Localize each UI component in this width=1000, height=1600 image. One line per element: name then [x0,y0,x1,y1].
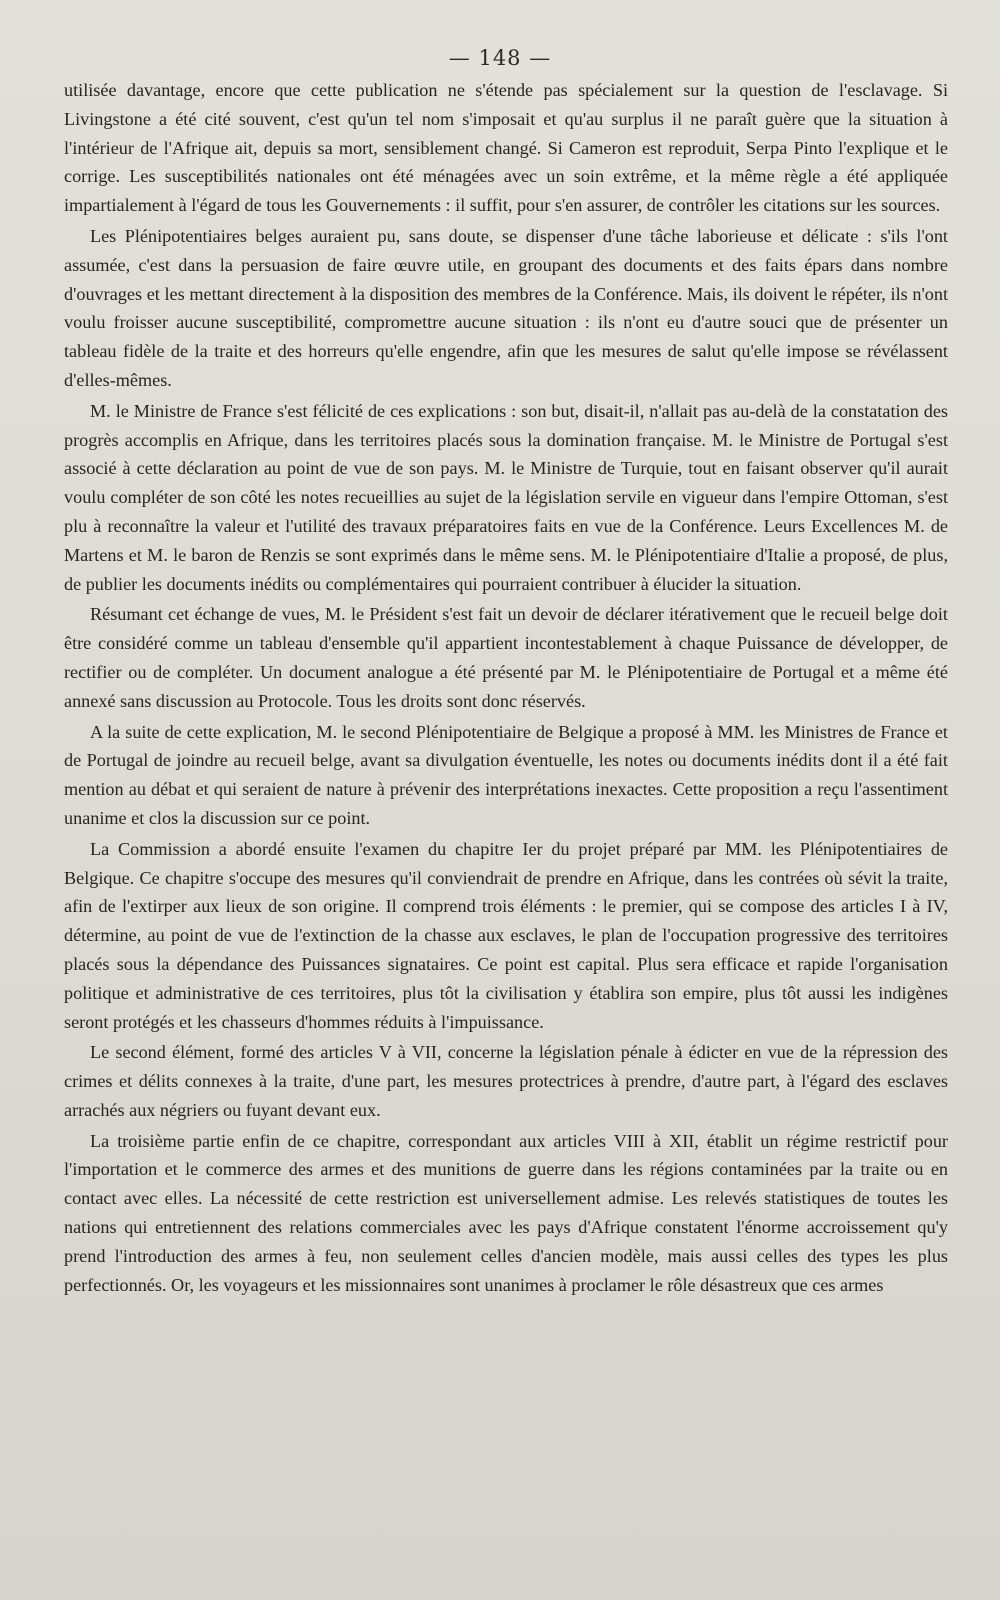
page-number: — 148 — [448,46,552,70]
body-text [64,76,948,1299]
paragraph-3: M. le Ministre de France s'est félicité de ces explications : son but, disait-il, n'allait pas au-delà de la constatation des progrès accomplis en Afrique, dans les territoires placés sous la domination française. M. le Ministre de Portugal s'est associé à cette déclaration au point de vue de son pays. M. le Ministre de Turquie, tout en faisant observer qu'il aurait voulu compléter de son côté les notes recueillies au sujet de la législation servile en vigueur dans l'empire Ottoman, s'est plu à reconnaître la valeur et l'utilité des travaux préparatoires faits en vue de la Conférence. Leurs Excellences M. de Martens et M. le baron de Renzis se sont exprimés dans le même sens. M. le Plénipotentiaire d'Italie a proposé, de plus, de publier les documents inédits ou complémentaires qui pourraient contribuer à élucider la situation. [64,400,948,594]
paragraph-8: La troisième partie enfin de ce chapitre, correspondant aux articles VIII à XII, établit un régime restrictif pour l'importation et le commerce des armes et des munitions de guerre dans les régions contaminées par la traite ou en contact avec elles. La nécessité de cette restriction est universellement admise. Les relevés statistiques de toutes les nations qui entretiennent des relations commerciales avec les pays d'Afrique constatent l'énorme accroissement qu'y prend l'introduction des armes à feu, non seulement celles d'ancien modèle, mais aussi celles des types les plus perfectionnés. Or, les voyageurs et les missionnaires sont unanimes à proclamer le rôle désastreux que ces armes [64,1130,948,1295]
paragraph-5: A la suite de cette explication, M. le second Plénipotentiaire de Belgique a proposé à MM. les Ministres de France et de Portugal de joindre au recueil belge, avant sa divulgation éventuelle, les notes ou documents inédits dont il a été fait mention au débat et qui seraient de nature à prévenir des interprétations inexactes. Cette proposition a reçu l'assentiment unanime et clos la discussion sur ce point. [64,721,948,828]
paragraph-2: Les Plénipotentiaires belges auraient pu, sans doute, se dispenser d'une tâche laborieuse et délicate : s'ils l'ont assumée, c'est dans la persuasion de faire œuvre utile, en groupant des documents et des faits épars dans nombre d'ouvrages et les mettant directement à la disposition des membres de la Conférence. Mais, ils doivent le répéter, ils n'ont voulu froisser aucune susceptibilité, compromettre aucune situation : ils n'ont eu d'autre souci que de présenter un tableau fidèle de la traite et des horreurs qu'elle engendre, afin que les mesures de salut qu'elle impose se révélassent d'elles-mêmes. [64,225,948,390]
paragraph-7: Le second élément, formé des articles V à VII, concerne la législation pénale à édicter en vue de la répression des crimes et délits connexes à la traite, d'une part, les mesures protectrices à prendre, d'autre part, à l'égard des esclaves arrachés aux négriers ou fuyant devant eux. [64,1042,948,1120]
paragraph-1: utilisée davantage, encore que cette publication ne s'étende pas spécialement sur la question de l'esclavage. Si Livingstone a été cité souvent, c'est qu'un tel nom s'imposait et qu'au surplus il ne paraît guère que la situation à l'intérieur de l'Afrique ait, depuis sa mort, sensiblement changé. Si Cameron est reproduit, Serpa Pinto l'explique et le corrige. Les susceptibilités nationales ont été ménagées avec un soin extrême, et la même règle a été appliquée impartialement à l'égard de tous les Gouvernements : il suffit, pour s'en assurer, de contrôler les citations sur les sources. [64,80,948,216]
paragraph-6: La Commission a abordé ensuite l'examen du chapitre Ier du projet préparé par MM. les Plénipotentiaires de Belgique. Ce chapitre s'occupe des mesures qu'il conviendrait de prendre en Afrique, dans les contrées où sévit la traite, afin de l'extirper aux lieux de son origine. Il comprend trois éléments : le premier, qui se compose des articles I à IV, détermine, au point de vue de l'extinction de la chasse aux esclaves, le plan de l'occupation progressive des territoires placés sous la dépendance des Puissances signataires. Ce point est capital. Plus sera efficace et rapide l'organisation politique et administrative de ces territoires, plus tôt la civilisation y établira son empire, plus tôt aussi les indigènes seront protégés et les chasseurs d'hommes réduits à l'impuissance. [64,838,948,1032]
paragraph-4: Résumant cet échange de vues, M. le Président s'est fait un devoir de déclarer itérativement que le recueil belge doit être considéré comme un tableau d'ensemble qu'il appartient incontestablement à chaque Puissance de développer, de rectifier ou de compléter. Un document analogue a été présenté par M. le Plénipotentiaire de Portugal et a même été annexé sans discussion au Protocole. Tous les droits sont donc réservés. [64,604,948,711]
